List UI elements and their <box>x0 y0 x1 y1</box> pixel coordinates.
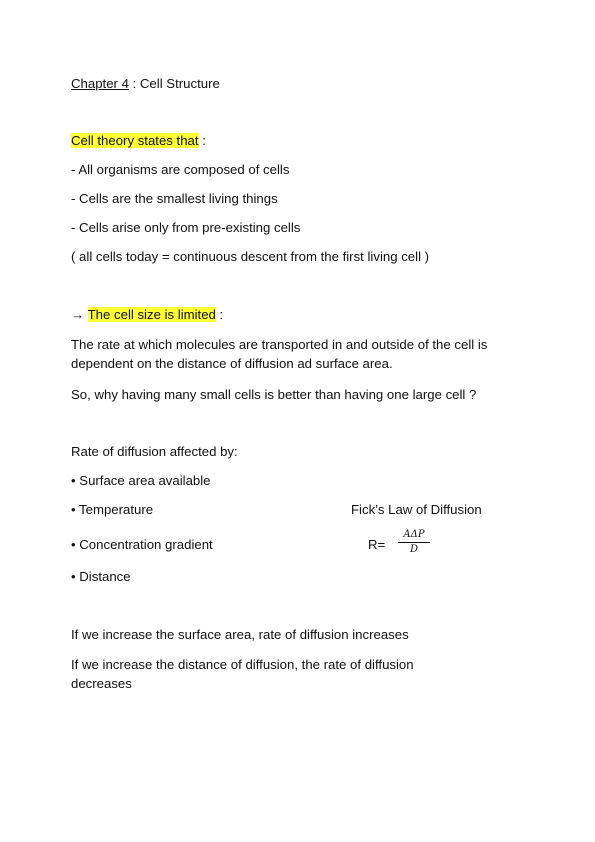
chapter-topic: : Cell Structure <box>128 76 220 91</box>
cell-size-heading <box>71 306 223 323</box>
cell-theory-heading <box>71 132 206 149</box>
diffusion-factor-4: • Distance <box>71 569 131 584</box>
cell-size-paragraph: The rate at which molecules are transported in and outside of the cell is dependent on the distance of diffusion ad surface area. <box>71 337 488 371</box>
ficks-law-title: Fick’s Law of Diffusion <box>351 502 482 517</box>
conclusion-2: If we increase the distance of diffusion, the rate of diffusion decreases <box>71 657 414 691</box>
cell-theory-point-3: - Cells arise only from pre-existing cells <box>71 220 301 235</box>
diffusion-factor-3: • Concentration gradient <box>71 537 213 552</box>
cell-theory-point-2: - Cells are the smallest living things <box>71 191 278 206</box>
formula-fraction <box>398 529 430 556</box>
diffusion-intro: Rate of diffusion affected by: <box>71 444 238 459</box>
cell-theory-point-1: - All organisms are composed of cells <box>71 162 290 177</box>
chapter-title <box>71 75 220 92</box>
arrow-icon: → <box>71 307 88 322</box>
formula-denominator: D <box>409 544 419 555</box>
diffusion-factor-1: • Surface area available <box>71 473 211 488</box>
heading-suffix: : <box>215 307 224 322</box>
heading-suffix: : <box>198 133 206 148</box>
formula-lhs: R= <box>368 537 386 552</box>
cell-size-question: So, why having many small cells is better than having one large cell ? <box>71 387 477 402</box>
formula-numerator: AΔP <box>398 529 430 543</box>
highlighted-heading: The cell size is limited <box>87 307 216 322</box>
conclusion-1: If we increase the surface area, rate of diffusion increases <box>71 627 409 642</box>
highlighted-heading: Cell theory states that <box>71 133 199 148</box>
chapter-label: Chapter 4 <box>71 76 129 91</box>
cell-theory-note: ( all cells today = continuous descent from the first living cell ) <box>71 249 430 264</box>
diffusion-factor-2: • Temperature <box>71 502 154 517</box>
